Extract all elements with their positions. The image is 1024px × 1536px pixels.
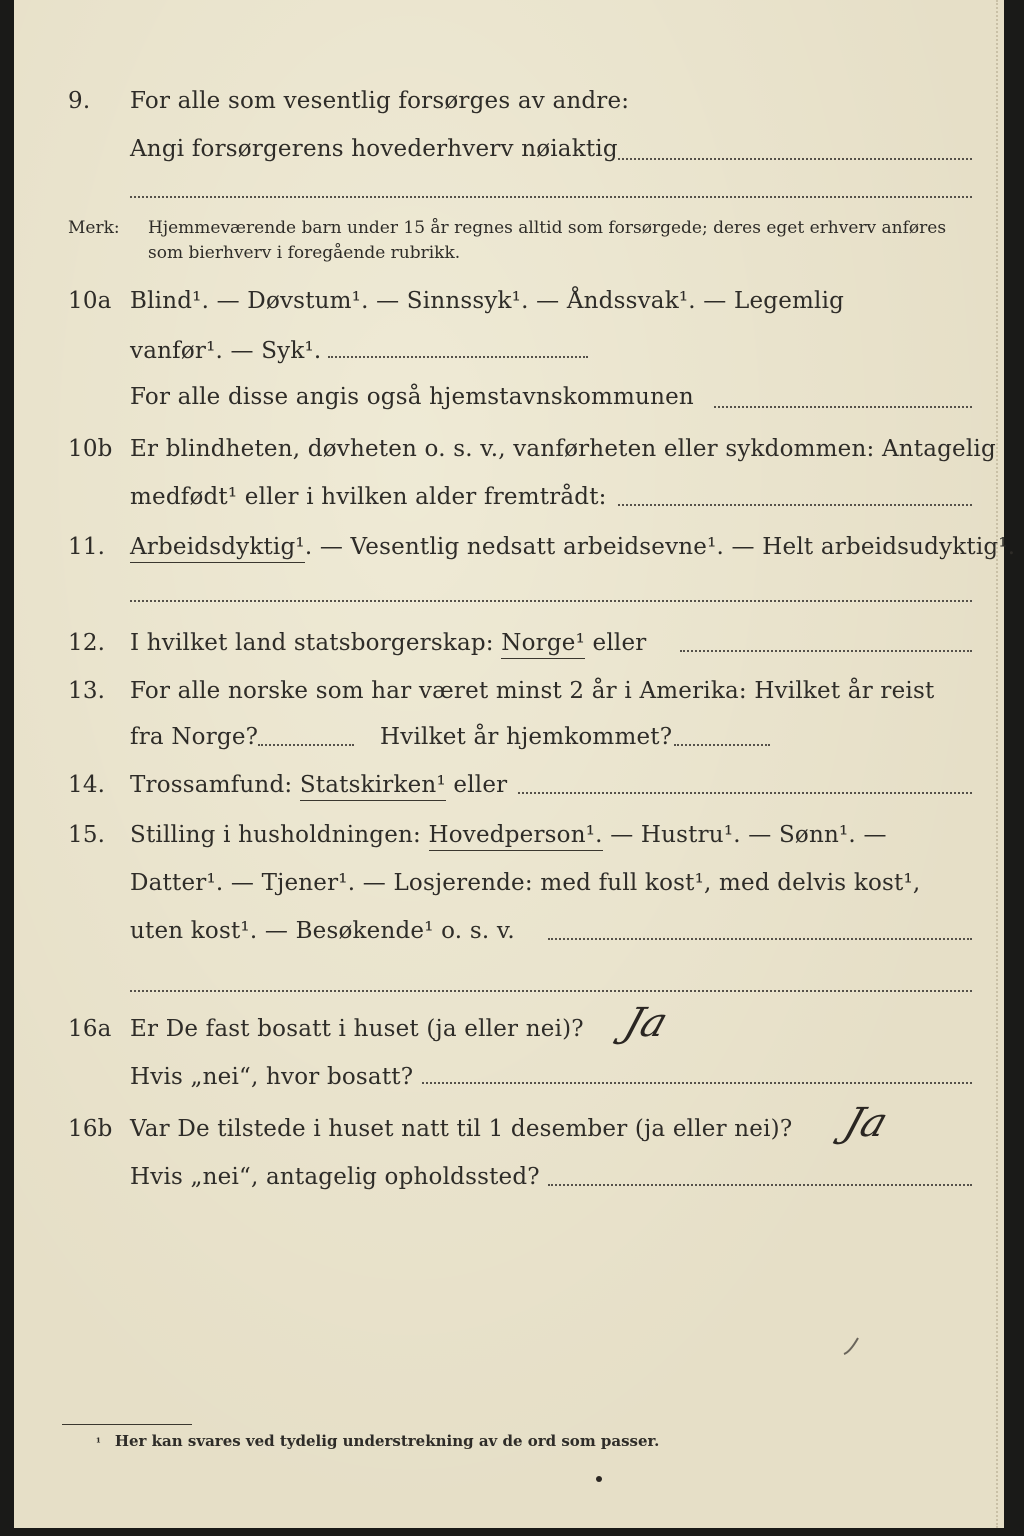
question-number: 9. [68,88,91,114]
pencil-tick-mark [842,1334,862,1358]
question-text: uten kost¹. — Besøkende¹ o. s. v. [130,918,515,944]
question-text: medfødt¹ eller i hvilken alder fremtrådt: [130,484,607,510]
question-number: 13. [68,678,106,704]
question-text: vanfør¹. — Syk¹. [130,338,322,364]
answer-field-9-extra[interactable] [130,196,972,198]
question-text: I hvilket land statsborgerskap: Norge¹ eller [130,630,646,656]
question-text: Var De tilstede i huset natt til 1 desember (ja eller nei)? [130,1116,793,1142]
answer-field-10b[interactable] [618,504,972,506]
answer-field-16b[interactable] [548,1184,972,1186]
answer-field-13-departed[interactable] [258,744,354,746]
handwritten-answer-16b[interactable]: Ja [838,1100,894,1146]
selected-option[interactable]: Statskirken¹ [300,772,446,801]
answer-field-9[interactable] [618,158,972,160]
answer-field-15[interactable] [548,938,972,940]
perforated-edge [984,0,998,1528]
answer-field-14[interactable] [518,792,972,794]
footnote-marker: ¹ [96,1436,101,1449]
footnote-rule [62,1424,192,1425]
handwritten-answer-16a[interactable]: Ja [618,1000,674,1046]
selected-option[interactable]: Hovedperson¹. [429,822,603,851]
question-text: Er De fast bosatt i huset (ja eller nei)? [130,1016,584,1042]
question-text: Hvilket år hjemkommet? [380,724,673,750]
note-text: Hjemmeværende barn under 15 år regnes alltid som forsørgede; deres eget erhverv anføres som bierhverv i foregående rubrikk. [148,218,947,263]
selected-option[interactable]: Arbeidsdyktig¹ [130,534,305,563]
footnote-text: Her kan svares ved tydelig understrekning av de ord som passer. [114,1432,660,1450]
question-number: 14. [68,772,106,798]
note-label: Merk: [68,218,120,238]
question-text: fra Norge? [130,724,259,750]
census-form-page [14,0,1016,1528]
question-options: Arbeidsdyktig¹. — Vesentlig nedsatt arbeidsevne¹. — Helt arbeidsudyktig¹. [130,534,1015,560]
question-text: Hvis „nei“, hvor bosatt? [130,1064,414,1090]
question-text: For alle disse angis også hjemstavnskommunen [130,384,694,410]
question-number: 10b [68,436,113,462]
footnote [96,1432,659,1450]
ink-dot [594,1474,604,1484]
question-text: Datter¹. — Tjener¹. — Losjerende: med full kost¹, med delvis kost¹, [130,870,921,896]
question-text: For alle som vesentlig forsørges av andre: [130,88,630,114]
question-number: 12. [68,630,106,656]
question-text: Er blindheten, døvheten o. s. v., vanførheten eller sykdommen: Antagelig [130,436,996,462]
question-text: Angi forsørgerens hovederhverv nøiaktig [130,136,618,162]
question-number: 11. [68,534,106,560]
question-text: Trossamfund: Statskirken¹ eller [130,772,507,798]
answer-field-11[interactable] [130,600,972,602]
answer-field-13-returned[interactable] [674,744,770,746]
answer-field-10a-hometown[interactable] [714,406,972,408]
answer-field-16a[interactable] [422,1082,972,1084]
question-text: Blind¹. — Døvstum¹. — Sinnssyk¹. — Åndssvak¹. — Legemlig [130,288,845,314]
question-text: For alle norske som har været minst 2 år i Amerika: Hvilket år reist [130,678,935,704]
selected-option[interactable]: Norge¹ [501,630,585,659]
question-number: 10a [68,288,112,314]
question-text: Hvis „nei“, antagelig opholdssted? [130,1164,540,1190]
question-number: 15. [68,822,106,848]
answer-field-15-extra[interactable] [130,990,972,992]
question-number: 16b [68,1116,113,1142]
question-text: Stilling i husholdningen: Hovedperson¹. — Hustru¹. — Sønn¹. — [130,822,887,848]
answer-field-10a[interactable] [328,356,588,358]
answer-field-12[interactable] [680,650,972,652]
question-number: 16a [68,1016,112,1042]
